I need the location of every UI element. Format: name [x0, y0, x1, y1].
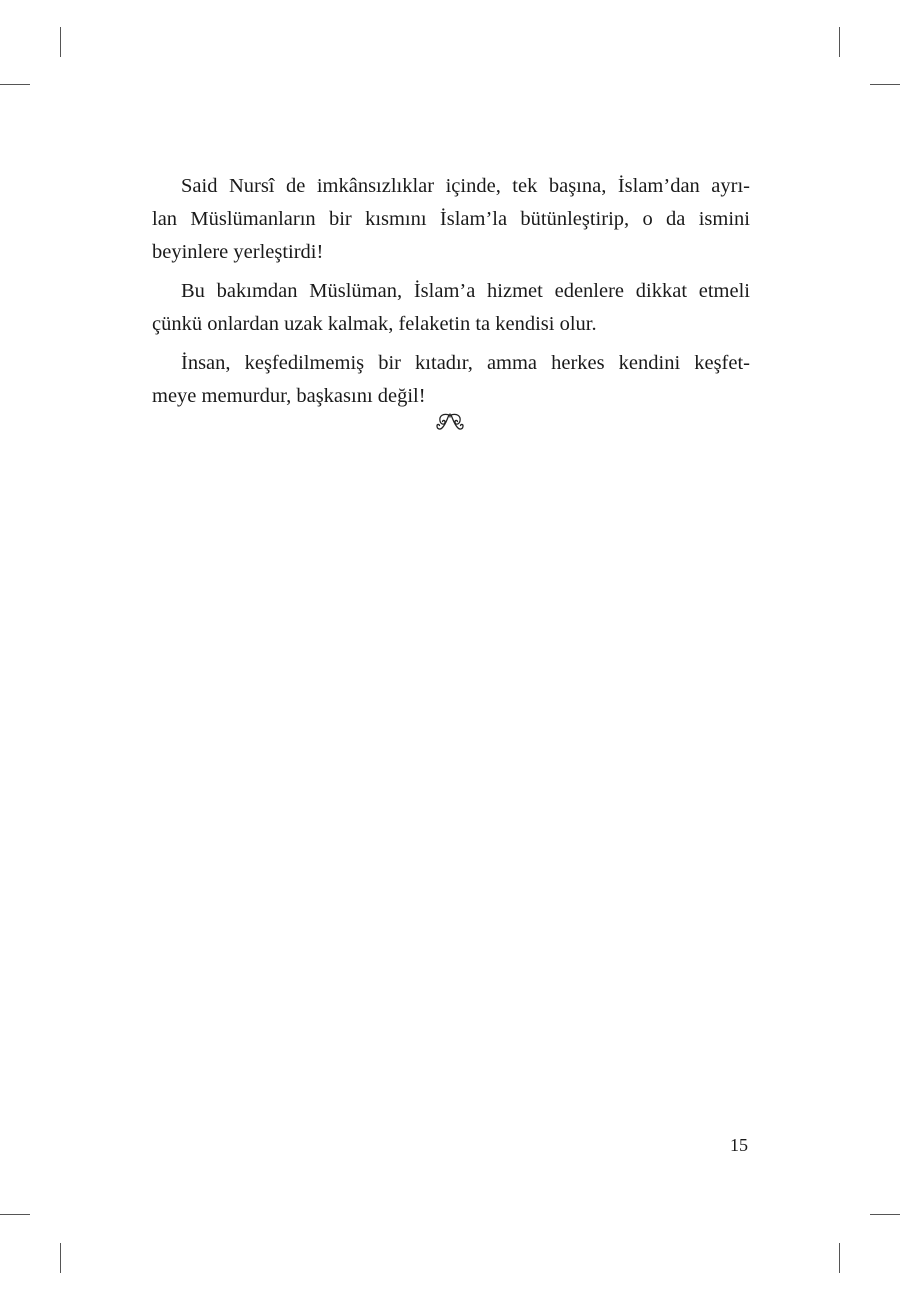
paragraph-line: lan Müslümanların bir kısmını İslam’la bütünleştirip, o da ismini	[152, 208, 750, 230]
paragraph-line: meye memurdur, başkasını değil!	[152, 385, 426, 407]
crop-mark-bottom-left-vertical	[60, 1243, 61, 1273]
paragraph-1	[152, 170, 750, 269]
paragraph-line: İnsan, keşfedilmemiş bir kıtadır, amma herkes kendini keşfet-	[181, 352, 750, 374]
page-number: 15	[730, 1135, 748, 1155]
paragraph-line: Said Nursî de imkânsızlıklar içinde, tek başına, İslam’dan ayrı-	[181, 175, 750, 197]
crop-mark-top-left-horizontal	[0, 84, 30, 85]
crop-mark-bottom-right-horizontal	[870, 1214, 900, 1215]
paragraph-line: Bu bakımdan Müslüman, İslam’a hizmet edenlere dikkat etmeli	[181, 280, 750, 302]
crop-mark-bottom-left-horizontal	[0, 1214, 30, 1215]
crop-mark-top-right-vertical	[839, 27, 840, 57]
paragraph-3	[152, 347, 750, 413]
fleuron-ornament-icon	[0, 412, 900, 437]
crop-mark-top-left-vertical	[60, 27, 61, 57]
body-text	[152, 170, 750, 419]
paragraph-line: çünkü onlardan uzak kalmak, felaketin ta kendisi olur.	[152, 313, 597, 335]
paragraph-line: beyinlere yerleştirdi!	[152, 241, 324, 263]
crop-mark-bottom-right-vertical	[839, 1243, 840, 1273]
crop-mark-top-right-horizontal	[870, 84, 900, 85]
paragraph-2	[152, 275, 750, 341]
